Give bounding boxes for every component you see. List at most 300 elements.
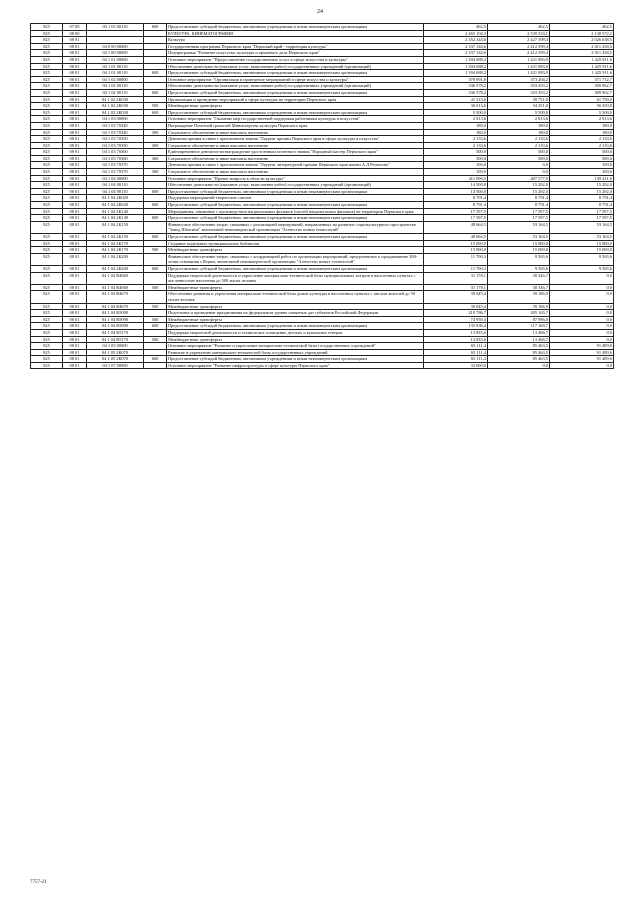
cell-target-article-code: 04 1 04 R5170 <box>87 336 144 343</box>
cell-ministry-code: 825 <box>31 56 63 63</box>
table-row <box>31 336 614 343</box>
cell-amount-year3: 15 000,0 <box>550 247 614 254</box>
cell-section-code: 08 01 <box>63 63 87 70</box>
cell-ministry-code: 825 <box>31 316 63 323</box>
cell-amount-year2: 8 791,4 <box>488 202 550 209</box>
cell-ministry-code: 825 <box>31 89 63 96</box>
cell-target-article-code: 04 1 04 2К020 <box>87 202 144 209</box>
cell-section-code: 08 01 <box>63 136 87 143</box>
cell-section-code: 08 00 <box>63 30 87 37</box>
cell-target-article-code: 04 1 04 2К170 <box>87 240 144 247</box>
cell-amount-year1: 36 013,6 <box>424 103 488 110</box>
cell-amount-year3: 371 712,7 <box>550 76 614 83</box>
budget-table-wrapper <box>30 23 613 369</box>
cell-description: Основное мероприятие "Оказание мер государственной поддержки работникам культуры и искусства" <box>167 116 424 123</box>
cell-description: Предоставление субсидий бюджетным, автономным учреждениям и иным некоммерческим организациям <box>167 356 424 363</box>
cell-amount-year3: 8 791,4 <box>550 195 614 202</box>
cell-description: Мероприятия, связанные с производством национальных фильмов (частей национальных фильмов) на территории Пермского края <box>167 208 424 215</box>
cell-amount-year2: 1 421 083,9 <box>488 70 550 77</box>
cell-expense-type-code <box>144 30 167 37</box>
cell-ministry-code: 825 <box>31 303 63 310</box>
cell-expense-type-code <box>144 310 167 317</box>
cell-ministry-code: 825 <box>31 162 63 169</box>
table-row <box>31 50 614 57</box>
cell-target-article-code: 04 1 02 00110 <box>87 83 144 90</box>
cell-target-article-code: 04 1 07 00000 <box>87 362 144 369</box>
cell-amount-year1: 2 337 144,6 <box>424 43 488 50</box>
cell-section-code: 08 01 <box>63 175 87 182</box>
cell-target-article-code: 04 1 02 2К030 <box>87 109 144 116</box>
cell-section-code: 08 01 <box>63 362 87 369</box>
cell-amount-year2: 9 565,6 <box>488 265 550 272</box>
cell-expense-type-code <box>144 56 167 63</box>
cell-description: КУЛЬТУРА, КИНЕМАТОГРАФИЯ <box>167 30 424 37</box>
cell-expense-type-code <box>144 291 167 303</box>
cell-expense-type-code <box>144 208 167 215</box>
table-row <box>31 310 614 317</box>
cell-description: Обеспечение деятельности (оказание услуг, выполнение работ) государственных учреждений (организаций) <box>167 182 424 189</box>
cell-section-code: 08 01 <box>63 96 87 103</box>
cell-section-code: 08 01 <box>63 169 87 176</box>
cell-description: Предоставление субсидий бюджетным, автономным учреждениям и иным некоммерческим организациям <box>167 24 424 31</box>
cell-target-article-code: 04 1 04 00110 <box>87 182 144 189</box>
cell-amount-year3: 0,0 <box>550 291 614 303</box>
table-row <box>31 149 614 156</box>
cell-amount-year1: 48 664,5 <box>424 221 488 233</box>
cell-amount-year1: 135 836,4 <box>424 323 488 330</box>
cell-amount-year1: 15 000,0 <box>424 247 488 254</box>
cell-section-code: 08 01 <box>63 336 87 343</box>
cell-expense-type-code: 600 <box>144 323 167 330</box>
cell-expense-type-code: 600 <box>144 109 167 116</box>
cell-ministry-code: 825 <box>31 43 63 50</box>
cell-amount-year2: 39 751,0 <box>488 96 550 103</box>
cell-expense-type-code: 600 <box>144 188 167 195</box>
cell-expense-type-code: 500 <box>144 303 167 310</box>
cell-amount-year1: 500,0 <box>424 149 488 156</box>
cell-ministry-code: 825 <box>31 83 63 90</box>
cell-amount-year2: 373 204,2 <box>488 76 550 83</box>
table-row <box>31 247 614 254</box>
cell-ministry-code: 825 <box>31 234 63 241</box>
cell-amount-year2: 53 164,5 <box>488 234 550 241</box>
cell-amount-year2: 39 186,9 <box>488 303 550 310</box>
cell-amount-year2: 39 186,9 <box>488 291 550 303</box>
cell-amount-year1: 31 178,1 <box>424 284 488 291</box>
cell-amount-year3: 309 962,7 <box>550 83 614 90</box>
cell-amount-year3: 2 138 572,2 <box>550 30 614 37</box>
cell-target-article-code: 04 1 05 2К070 <box>87 356 144 363</box>
cell-amount-year2: 1 421 083,9 <box>488 56 550 63</box>
cell-description: Межбюджетные трансферты <box>167 316 424 323</box>
cell-description: Поддержка творческой деятельности и техническое оснащение детских и кукольных театров <box>167 329 424 336</box>
cell-ministry-code: 825 <box>31 336 63 343</box>
cell-amount-year1: 2 337 144,6 <box>424 50 488 57</box>
table-row <box>31 240 614 247</box>
cell-description: Обеспечение деятельности (оказание услуг, выполнение работ) государственных учреждений (организаций) <box>167 83 424 90</box>
cell-expense-type-code <box>144 195 167 202</box>
cell-amount-year2: 53 164,5 <box>488 221 550 233</box>
cell-section-code: 08 01 <box>63 316 87 323</box>
cell-expense-type-code: 300 <box>144 129 167 136</box>
cell-expense-type-code <box>144 83 167 90</box>
cell-amount-year3: 500,0 <box>550 155 614 162</box>
cell-amount-year3: 9 565,6 <box>550 265 614 272</box>
cell-expense-type-code: 600 <box>144 202 167 209</box>
cell-expense-type-code: 600 <box>144 24 167 31</box>
cell-section-code: 08 01 <box>63 89 87 96</box>
cell-description: Социальное обеспечение и иные выплаты населению <box>167 142 424 149</box>
cell-section-code: 08 01 <box>63 155 87 162</box>
cell-ministry-code: 825 <box>31 208 63 215</box>
cell-section-code: 08 01 <box>63 202 87 209</box>
table-row <box>31 162 614 169</box>
cell-expense-type-code: 600 <box>144 89 167 96</box>
cell-amount-year2: 5 500,0 <box>488 109 550 116</box>
cell-ministry-code: 825 <box>31 24 63 31</box>
cell-target-article-code: 04 1 04 2К020 <box>87 195 144 202</box>
cell-section-code: 07 09 <box>63 24 87 31</box>
cell-expense-type-code <box>144 182 167 189</box>
cell-amount-year3: 17 597,5 <box>550 215 614 222</box>
cell-amount-year1: 48 664,5 <box>424 234 488 241</box>
cell-amount-year3: 462,5 <box>550 24 614 31</box>
cell-amount-year1: 41 513,6 <box>424 96 488 103</box>
cell-amount-year1: 65 111,4 <box>424 343 488 350</box>
cell-amount-year2: 333 453,2 <box>488 89 550 96</box>
cell-amount-year2: 85 463,5 <box>488 349 550 356</box>
cell-ministry-code: 825 <box>31 215 63 222</box>
cell-ministry-code: 825 <box>31 169 63 176</box>
cell-target-article-code: 04 1 02 00000 <box>87 76 144 83</box>
cell-description: Предоставление субсидий бюджетным, автономным учреждениям и иным некоммерческим организациям <box>167 188 424 195</box>
cell-expense-type-code <box>144 175 167 182</box>
cell-amount-year1: 15 000,0 <box>424 240 488 247</box>
cell-amount-year2: 2 412 399,4 <box>488 50 550 57</box>
cell-description: Культура <box>167 37 424 44</box>
cell-ministry-code: 825 <box>31 284 63 291</box>
cell-target-article-code: 04 1 01 00110 <box>87 63 144 70</box>
cell-target-article-code: 04 1 03 70340 <box>87 129 144 136</box>
cell-amount-year3: 100,0 <box>550 162 614 169</box>
cell-amount-year2: 2 813,6 <box>488 116 550 123</box>
cell-amount-year1: 74 950,3 <box>424 316 488 323</box>
cell-ministry-code: 825 <box>31 63 63 70</box>
cell-description: Поддержка мероприятий творческих союзов <box>167 195 424 202</box>
cell-description: Развитие и укрепление материально-технической базы государственных учреждений <box>167 349 424 356</box>
cell-expense-type-code <box>144 221 167 233</box>
budget-table <box>30 23 614 369</box>
cell-section-code: 08 01 <box>63 43 87 50</box>
cell-amount-year2: 30 346,7 <box>488 272 550 284</box>
cell-target-article-code: 04 1 03 70370 <box>87 169 144 176</box>
cell-target-article-code: 04 1 04 R5170 <box>87 329 144 336</box>
cell-amount-year1: 2 133,6 <box>424 142 488 149</box>
cell-amount-year1: 31 178,1 <box>424 272 488 284</box>
cell-target-article-code: 04 1 04 R4670 <box>87 303 144 310</box>
cell-amount-year1: 14 500,0 <box>424 188 488 195</box>
cell-description: Основное мероприятие "Организация и проведение мероприятий в сфере искусства и культуры" <box>167 76 424 83</box>
cell-ministry-code: 825 <box>31 116 63 123</box>
cell-section-code: 08 01 <box>63 265 87 272</box>
cell-expense-type-code: 300 <box>144 155 167 162</box>
cell-amount-year2: 15 000,0 <box>488 240 550 247</box>
cell-amount-year2: 117 169,7 <box>488 323 550 330</box>
cell-target-article-code: 04 1 02 2К030 <box>87 96 144 103</box>
cell-amount-year3: 1 425 911,6 <box>550 56 614 63</box>
cell-amount-year2: 500,0 <box>488 149 550 156</box>
cell-section-code: 08 01 <box>63 272 87 284</box>
cell-amount-year1: 11 700,3 <box>424 253 488 265</box>
cell-description: Предоставление субсидий бюджетным, автономным учреждениям и иным некоммерческим организациям <box>167 89 424 96</box>
cell-amount-year2: 333 453,2 <box>488 83 550 90</box>
cell-amount-year3: 91 489,6 <box>550 356 614 363</box>
cell-description: Социальное обеспечение и иные выплаты населению <box>167 129 424 136</box>
cell-target-article-code: 04 1 04 00110 <box>87 188 144 195</box>
cell-description: Предоставление субсидий бюджетным, автономным учреждениям и иным некоммерческим организациям <box>167 323 424 330</box>
cell-description: Межбюджетные трансферты <box>167 247 424 254</box>
cell-target-article-code: 04 1 04 2К170 <box>87 247 144 254</box>
cell-target-article-code: 04 1 02 00110 <box>87 89 144 96</box>
cell-description: Денежная премия в связи с присвоением звания "Лауреат литературной премии Пермского края имени А.Л.Решетова" <box>167 162 424 169</box>
cell-ministry-code: 825 <box>31 109 63 116</box>
cell-amount-year3: 91 489,6 <box>550 349 614 356</box>
cell-description: Единовременное денежное вознаграждение удостоенным почетного звания "Народный мастер Пермского края" <box>167 149 424 156</box>
cell-ministry-code: 825 <box>31 50 63 57</box>
cell-expense-type-code <box>144 272 167 284</box>
cell-section-code: 08 01 <box>63 284 87 291</box>
cell-amount-year1: 13 835,6 <box>424 336 488 343</box>
cell-amount-year3: 180,0 <box>550 122 614 129</box>
cell-target-article-code: 04 1 04 R5090 <box>87 310 144 317</box>
cell-expense-type-code: 300 <box>144 169 167 176</box>
cell-ministry-code: 825 <box>31 202 63 209</box>
table-row <box>31 343 614 350</box>
table-row <box>31 76 614 83</box>
cell-ministry-code: 825 <box>31 221 63 233</box>
cell-description: Государственная программа Пермского края "Пермский край - территория культуры" <box>167 43 424 50</box>
cell-section-code: 08 01 <box>63 221 87 233</box>
cell-amount-year1: 336 578,2 <box>424 83 488 90</box>
footer-code: 7757-21 <box>30 880 47 885</box>
cell-amount-year2: 0,0 <box>488 162 550 169</box>
table-row <box>31 136 614 143</box>
cell-ministry-code: 825 <box>31 356 63 363</box>
cell-amount-year3: 2 011 438,5 <box>550 50 614 57</box>
cell-ministry-code: 825 <box>31 129 63 136</box>
table-row <box>31 284 614 291</box>
cell-amount-year2: 180,0 <box>488 122 550 129</box>
cell-expense-type-code: 600 <box>144 234 167 241</box>
cell-expense-type-code <box>144 149 167 156</box>
cell-amount-year2: 2 539 533,1 <box>488 30 550 37</box>
cell-amount-year1: 180,0 <box>424 122 488 129</box>
cell-ministry-code: 825 <box>31 76 63 83</box>
table-row <box>31 221 614 233</box>
cell-section-code: 08 01 <box>63 149 87 156</box>
cell-expense-type-code <box>144 349 167 356</box>
table-row <box>31 103 614 110</box>
cell-expense-type-code <box>144 253 167 265</box>
cell-amount-year2: 15 292,0 <box>488 188 550 195</box>
cell-amount-year1: 180,0 <box>424 129 488 136</box>
cell-section-code: 08 01 <box>63 349 87 356</box>
cell-amount-year1: 1 394 688,2 <box>424 56 488 63</box>
table-row <box>31 142 614 149</box>
cell-amount-year3: 0,0 <box>550 336 614 343</box>
cell-amount-year3: 139 411,0 <box>550 175 614 182</box>
cell-target-article-code: 04 1 03 70350 <box>87 136 144 143</box>
cell-expense-type-code: 300 <box>144 142 167 149</box>
cell-amount-year2: 0,0 <box>488 169 550 176</box>
cell-description: Поддержка творческой деятельности и укрепление материально-технической базы муниципальных театров в населенных пунктах с численностью населения до 300 тысяч человек <box>167 272 424 284</box>
cell-amount-year1: 100,0 <box>424 169 488 176</box>
cell-amount-year2: 2 133,6 <box>488 142 550 149</box>
cell-amount-year1: 500,0 <box>424 155 488 162</box>
cell-description: Предоставление субсидий бюджетным, автономным учреждениям и иным некоммерческим организациям <box>167 70 424 77</box>
cell-section-code: 08 01 <box>63 116 87 123</box>
cell-section-code: 08 01 <box>63 356 87 363</box>
cell-target-article-code: 04 1 04 00000 <box>87 175 144 182</box>
cell-expense-type-code <box>144 343 167 350</box>
budget-table-body <box>31 24 614 369</box>
cell-amount-year3: 0,0 <box>550 362 614 369</box>
cell-expense-type-code: 500 <box>144 336 167 343</box>
cell-target-article-code <box>87 37 144 44</box>
cell-target-article-code: 04 1 04 R5090 <box>87 323 144 330</box>
cell-amount-year3: 91 489,6 <box>550 343 614 350</box>
cell-section-code: 08 01 <box>63 103 87 110</box>
cell-amount-year3: 15 000,0 <box>550 240 614 247</box>
table-row <box>31 70 614 77</box>
cell-section-code: 08 01 <box>63 188 87 195</box>
cell-description: Основное мероприятие "Развитие и укрепление материально-технической базы государственных учреждений" <box>167 343 424 350</box>
cell-amount-year2: 87 996,0 <box>488 316 550 323</box>
cell-ministry-code: 825 <box>31 142 63 149</box>
cell-amount-year3: 0,0 <box>550 323 614 330</box>
cell-description: Денежная премия в связи с присвоением звания "Лауреат премии Пермского края в сфере культуры и искусства" <box>167 136 424 143</box>
cell-amount-year3: 0,0 <box>550 316 614 323</box>
cell-description: Предоставление субсидий бюджетным, автономным учреждениям и иным некоммерческим организациям <box>167 215 424 222</box>
cell-amount-year2: 85 463,5 <box>488 356 550 363</box>
cell-description: Предоставление субсидий бюджетным, автономным учреждениям и иным некоммерческим организациям <box>167 234 424 241</box>
cell-section-code: 08 01 <box>63 83 87 90</box>
cell-target-article-code: 04 0 00 00000 <box>87 43 144 50</box>
cell-section-code: 08 01 <box>63 142 87 149</box>
cell-amount-year3: 500,0 <box>550 149 614 156</box>
cell-ministry-code: 825 <box>31 103 63 110</box>
cell-ministry-code: 825 <box>31 253 63 265</box>
cell-amount-year3: 0,0 <box>550 272 614 284</box>
cell-amount-year3: 53 164,5 <box>550 234 614 241</box>
cell-amount-year3: 17 597,5 <box>550 208 614 215</box>
cell-section-code: 08 01 <box>63 215 87 222</box>
table-row <box>31 63 614 70</box>
cell-description: Подготовка и проведение празднования на федеральном уровне памятных дат субъектов Российской Федерации <box>167 310 424 317</box>
cell-target-article-code: 04 1 01 00000 <box>87 56 144 63</box>
cell-amount-year1: 17 597,5 <box>424 208 488 215</box>
cell-description: Межбюджетные трансферты <box>167 284 424 291</box>
cell-ministry-code: 825 <box>31 195 63 202</box>
cell-ministry-code: 825 <box>31 265 63 272</box>
cell-description: Межбюджетные трансферты <box>167 103 424 110</box>
cell-amount-year2: 17 597,5 <box>488 208 550 215</box>
cell-ministry-code: 825 <box>31 343 63 350</box>
table-row <box>31 253 614 265</box>
cell-target-article-code: 04 1 04 2К200 <box>87 253 144 265</box>
cell-section-code: 08 01 <box>63 37 87 44</box>
cell-ministry-code: 825 <box>31 349 63 356</box>
cell-expense-type-code <box>144 240 167 247</box>
page-number: 24 <box>317 9 323 15</box>
table-row <box>31 109 614 116</box>
cell-section-code: 08 01 <box>63 109 87 116</box>
table-row <box>31 175 614 182</box>
cell-ministry-code: 825 <box>31 37 63 44</box>
cell-amount-year3: 309 962,7 <box>550 89 614 96</box>
cell-expense-type-code <box>144 329 167 336</box>
cell-amount-year1: 2 352 344,6 <box>424 37 488 44</box>
cell-amount-year3: 2 011 438,5 <box>550 43 614 50</box>
cell-amount-year2: 17 597,5 <box>488 215 550 222</box>
table-row <box>31 215 614 222</box>
cell-description: Предоставление субсидий бюджетным, автономным учреждениям и иным некоммерческим организациям <box>167 109 424 116</box>
cell-section-code: 08 01 <box>63 310 87 317</box>
cell-ministry-code: 825 <box>31 96 63 103</box>
table-row <box>31 234 614 241</box>
cell-ministry-code: 825 <box>31 182 63 189</box>
cell-section-code: 08 01 <box>63 343 87 350</box>
cell-description: Межбюджетные трансферты <box>167 336 424 343</box>
cell-amount-year3: 0,0 <box>550 310 614 317</box>
table-row <box>31 265 614 272</box>
cell-expense-type-code: 500 <box>144 284 167 291</box>
cell-expense-type-code: 600 <box>144 356 167 363</box>
table-row <box>31 291 614 303</box>
cell-description: Награждение Почетной грамотой Министерства культуры Пермского края <box>167 122 424 129</box>
cell-expense-type-code: 600 <box>144 215 167 222</box>
cell-amount-year2: 15 292,0 <box>488 182 550 189</box>
cell-amount-year3: 100,0 <box>550 169 614 176</box>
cell-description: Создание модельных муниципальных библиотек <box>167 240 424 247</box>
cell-ministry-code: 825 <box>31 70 63 77</box>
cell-expense-type-code <box>144 162 167 169</box>
table-row <box>31 169 614 176</box>
cell-amount-year3: 53 164,5 <box>550 221 614 233</box>
cell-amount-year2: 2 412 399,4 <box>488 43 550 50</box>
cell-target-article-code: 04 1 03 00000 <box>87 116 144 123</box>
cell-description: Обеспечение развития и укрепления материально-технической базы домов культуры в населенных пунктах с числом жителей до 50 тысяч человек <box>167 291 424 303</box>
cell-amount-year2: 9 565,6 <box>488 253 550 265</box>
cell-amount-year3: 0,0 <box>550 303 614 310</box>
cell-target-article-code: 04 1 03 70370 <box>87 162 144 169</box>
cell-expense-type-code <box>144 37 167 44</box>
cell-amount-year1: 336 578,2 <box>424 89 488 96</box>
table-row <box>31 89 614 96</box>
cell-section-code: 08 01 <box>63 253 87 265</box>
cell-target-article-code: 04 1 00 00000 <box>87 50 144 57</box>
cell-amount-year1: 13 835,6 <box>424 329 488 336</box>
cell-section-code: 08 01 <box>63 240 87 247</box>
cell-amount-year3: 15 292,0 <box>550 188 614 195</box>
table-row <box>31 323 614 330</box>
cell-section-code: 08 01 <box>63 162 87 169</box>
table-row <box>31 56 614 63</box>
cell-expense-type-code <box>144 116 167 123</box>
cell-description: Основное мероприятие "Прочие вопросы в области культуры" <box>167 175 424 182</box>
cell-ministry-code: 825 <box>31 247 63 254</box>
cell-description: Обеспечение деятельности (оказание услуг, выполнение работ) государственных учреждений (организаций) <box>167 63 424 70</box>
